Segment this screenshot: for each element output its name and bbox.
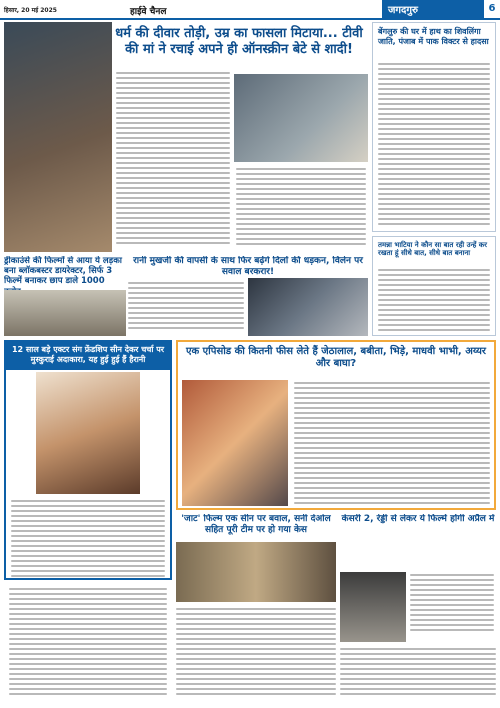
article-friendship-banner	[6, 342, 170, 370]
article-april-body	[340, 648, 496, 698]
article-bengaluru-headline: बेंगलुरु की घर में हाथ का शिवलिंगा जाति, पंजाब में पाक विक्टर से हादसा	[378, 27, 489, 46]
header-rule	[0, 18, 500, 20]
article-tmkoc-body	[294, 382, 490, 507]
article-rani-mukerji[interactable]	[128, 256, 368, 336]
article-tmkoc-fees[interactable]	[176, 340, 496, 510]
page-number: 6	[484, 0, 500, 18]
article-friendship-body	[11, 500, 165, 580]
article-jaat-headline: 'जाट' फिल्म एक सीन पर बवाल, सनी देओल सहित पूरी टीम पर हो गया केस	[181, 514, 331, 535]
article-bengaluru[interactable]	[372, 22, 496, 232]
issue-date: हिसार, 20 मई 2025	[4, 7, 57, 14]
article-director-headline: ड्रीकाउंसे की फिल्मों से आया ये लड़का बना ब्लॉकबस्टर डायरेक्टर, सिर्फ 3 फिल्में बनाकर छाप डाले 1000	[4, 256, 122, 287]
lead-body-text	[116, 72, 230, 247]
lead-body-text-right	[236, 168, 366, 248]
article-april-films[interactable]	[340, 514, 496, 704]
article-rani-headline: रानी मुखर्जी की वापसी के साथ फिर बढ़ेंगे दिलों की धड़कन, विलेन पर सवाल बरकरार!	[133, 256, 363, 277]
article-tamannaah-body	[378, 269, 490, 334]
article-rani-photo	[248, 278, 368, 336]
lead-photo-actress	[4, 22, 112, 252]
lead-photo-couple	[234, 74, 368, 162]
article-april-photo	[340, 572, 406, 642]
brand-band	[382, 0, 500, 18]
article-director[interactable]	[4, 256, 126, 336]
lead-headline: धर्म की दीवार तोड़ी, उम्र का फासला मिटाया... टीवी की मां ने रचाई अपने ही ऑनस्क्रीन बेटे से शादी!	[115, 26, 363, 57]
article-tamannaah[interactable]	[372, 236, 496, 336]
article-director-photo	[4, 290, 126, 336]
section-name: हाईवे चैनल	[130, 7, 167, 17]
article-rani-body	[128, 282, 244, 332]
article-jaat-film[interactable]	[176, 514, 336, 704]
article-friendship-photo	[36, 372, 140, 494]
article-friendship-continued	[4, 584, 172, 704]
article-april-headline: केसरी 2, रेड्डी से लेकर ये फिल्में होंगी अप्रैल में	[341, 514, 495, 524]
article-jaat-photo	[176, 542, 336, 602]
article-tamannaah-headline: तमन्ना भाटिया ने कौन सा बात रही उन्हें कर रखता हूं सीधे बात, सीधे बात बनाना	[378, 241, 488, 258]
article-tmkoc-headline: एक एपिसोड की कितनी फीस लेते हैं जेठालाल, बबीता, भिड़े, माधवी भाभी, अय्यर और बाघा?	[185, 346, 487, 369]
article-tmkoc-photo	[182, 380, 288, 506]
brand-name: जगदगुरु	[388, 5, 418, 16]
lead-article[interactable]	[4, 22, 368, 252]
article-jaat-body	[176, 608, 336, 698]
article-friendship-headline: 12 साल बड़े एक्टर संग फ्रेंडशिप सीन देकर चर्चा पर मुस्कुराई अदाकारा, यह हुई हुई हैं हैरानी	[11, 345, 165, 364]
article-april-body-top	[410, 574, 494, 634]
article-friendship-body-cont	[9, 588, 167, 698]
article-friendship-scene[interactable]	[4, 340, 172, 580]
article-bengaluru-body	[378, 63, 490, 228]
